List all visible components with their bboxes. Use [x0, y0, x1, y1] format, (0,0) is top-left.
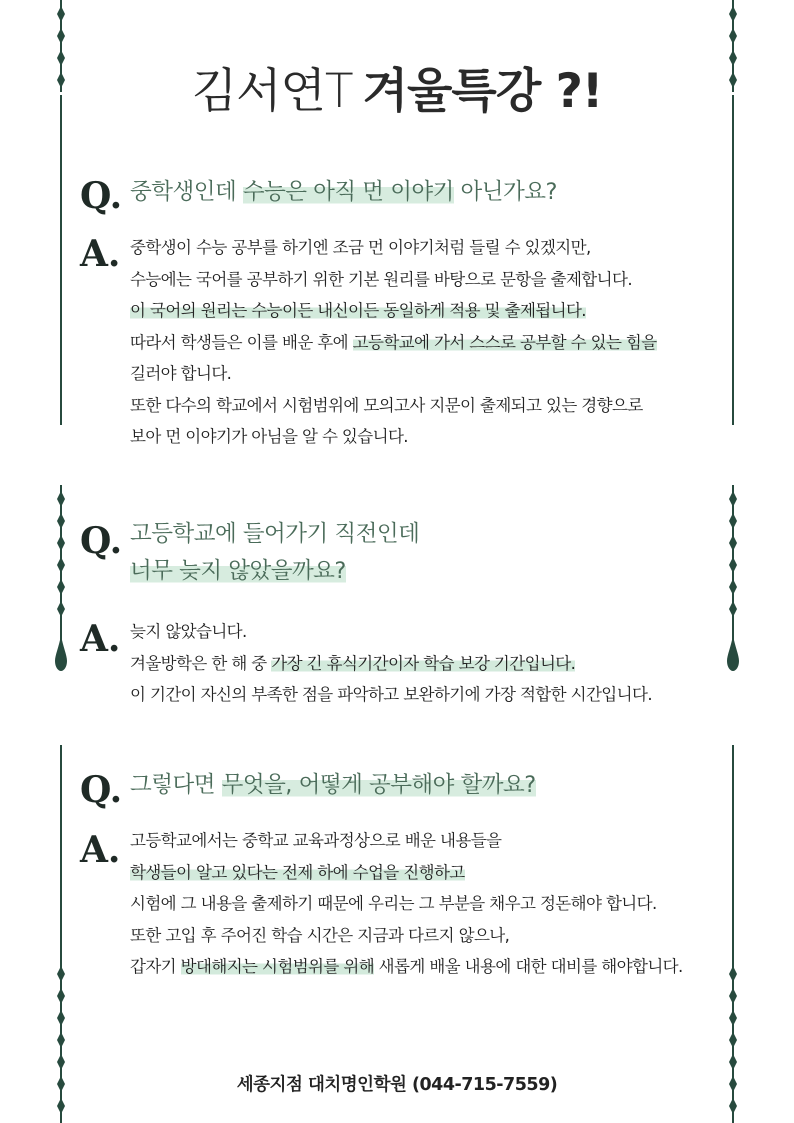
title-teacher-name: 김서연T — [191, 64, 353, 119]
answer-line — [130, 616, 652, 648]
highlighted-text: 학생들이 알고 있다는 전제 하에 수업을 진행하고 — [130, 862, 465, 882]
answer-line — [130, 951, 683, 983]
text-segment: 아닌가요? — [453, 179, 557, 205]
highlighted-text: 수능은 아직 먼 이야기 — [242, 179, 454, 205]
answer-line — [130, 295, 657, 327]
question-text — [130, 768, 536, 802]
a-mark: A. — [80, 829, 121, 871]
left-bottom-ornament-icon — [54, 960, 68, 1123]
text-segment: 또한 고입 후 주어진 학습 시간은 지금과 다르지 않으나, — [130, 925, 510, 945]
right-border-line-top — [732, 95, 734, 425]
qa-section-1 — [80, 170, 730, 460]
title-course-name: 겨울특강 ?! — [362, 64, 603, 119]
q-mark: Q. — [80, 520, 123, 562]
left-middle-ornament-icon — [54, 485, 68, 675]
highlighted-text: 너무 늦지 않았을까요? — [130, 558, 346, 584]
answer-text — [130, 232, 657, 453]
text-segment: 새롭게 배울 내용에 대한 대비를 해야합니다. — [374, 957, 683, 976]
text-segment: 그렇다면 — [130, 772, 222, 798]
text-segment: 이 기간이 자신의 부족한 점을 파악하고 보완하기에 가장 적합한 시간입니다. — [130, 685, 652, 704]
text-segment: 따라서 학생들은 이를 배운 후에 — [130, 332, 353, 352]
question-line — [130, 516, 419, 553]
answer-line — [130, 421, 657, 453]
answer-line — [130, 358, 657, 390]
text-segment: 갑자기 — [130, 957, 181, 976]
answer-text — [130, 825, 683, 983]
q-mark: Q. — [80, 769, 123, 811]
text-segment: 보아 먼 이야기가 아님을 알 수 있습니다. — [130, 427, 408, 446]
highlighted-text: 이 국어의 원리는 수능이든 내신이든 동일하게 적용 및 출제됩니다. — [130, 301, 586, 320]
q-mark: Q. — [80, 175, 123, 217]
answer-line — [130, 857, 683, 889]
question-line — [130, 768, 536, 802]
question-text — [130, 175, 557, 209]
text-segment: 중학생인데 — [130, 179, 243, 205]
a-mark: A. — [80, 233, 121, 275]
answer-line — [130, 825, 683, 857]
answer-line — [130, 390, 657, 422]
text-segment: 길러야 합니다. — [130, 364, 232, 383]
qa-section-3 — [80, 768, 730, 988]
question-text — [130, 516, 419, 590]
text-segment: 시험에 그 내용을 출제하기 때문에 우리는 그 부분을 채우고 정돈해야 합니다. — [130, 894, 657, 913]
question-line — [130, 553, 419, 590]
page-title — [0, 62, 794, 122]
left-border-line-bottom — [60, 745, 62, 960]
text-segment: 겨울방학은 한 해 중 — [130, 653, 272, 673]
text-segment: 고등학교에 들어가기 직전인데 — [130, 521, 420, 547]
answer-line — [130, 888, 683, 920]
answer-line — [130, 264, 657, 296]
question-line — [130, 175, 557, 209]
left-border-line-top — [60, 95, 62, 425]
text-segment: 중학생이 수능 공부를 하기엔 조금 먼 이야기처럼 들릴 수 있겠지만, — [130, 238, 591, 257]
answer-text — [130, 616, 652, 711]
answer-line — [130, 648, 652, 680]
highlighted-text: 가장 긴 휴식기간이자 학습 보강 기간입니다. — [271, 653, 576, 673]
a-mark: A. — [80, 618, 121, 660]
answer-line — [130, 679, 652, 711]
answer-line — [130, 327, 657, 359]
highlighted-text: 고등학교에 가서 스스로 공부할 수 있는 힘을 — [352, 332, 657, 352]
answer-line — [130, 920, 683, 952]
highlighted-text: 무엇을, 어떻게 공부해야 할까요? — [221, 772, 536, 798]
highlighted-text: 방대해지는 시험범위를 위해 — [180, 957, 375, 976]
answer-line — [130, 232, 657, 264]
text-segment: 또한 다수의 학교에서 시험범위에 모의고사 지문이 출제되고 있는 경향으로 — [130, 395, 643, 415]
text-segment: 늦지 않았습니다. — [130, 622, 247, 641]
right-border-line-bottom — [732, 745, 734, 960]
qa-section-2 — [80, 516, 730, 716]
text-segment: 고등학교에서는 중학교 교육과정상으로 배운 내용들을 — [130, 831, 502, 850]
text-segment: 수능에는 국어를 공부하기 위한 기본 원리를 바탕으로 문항을 출제합니다. — [130, 269, 632, 289]
footer-contact: 세종지점 대치명인학원 (044-715-7559) — [236, 1075, 558, 1095]
